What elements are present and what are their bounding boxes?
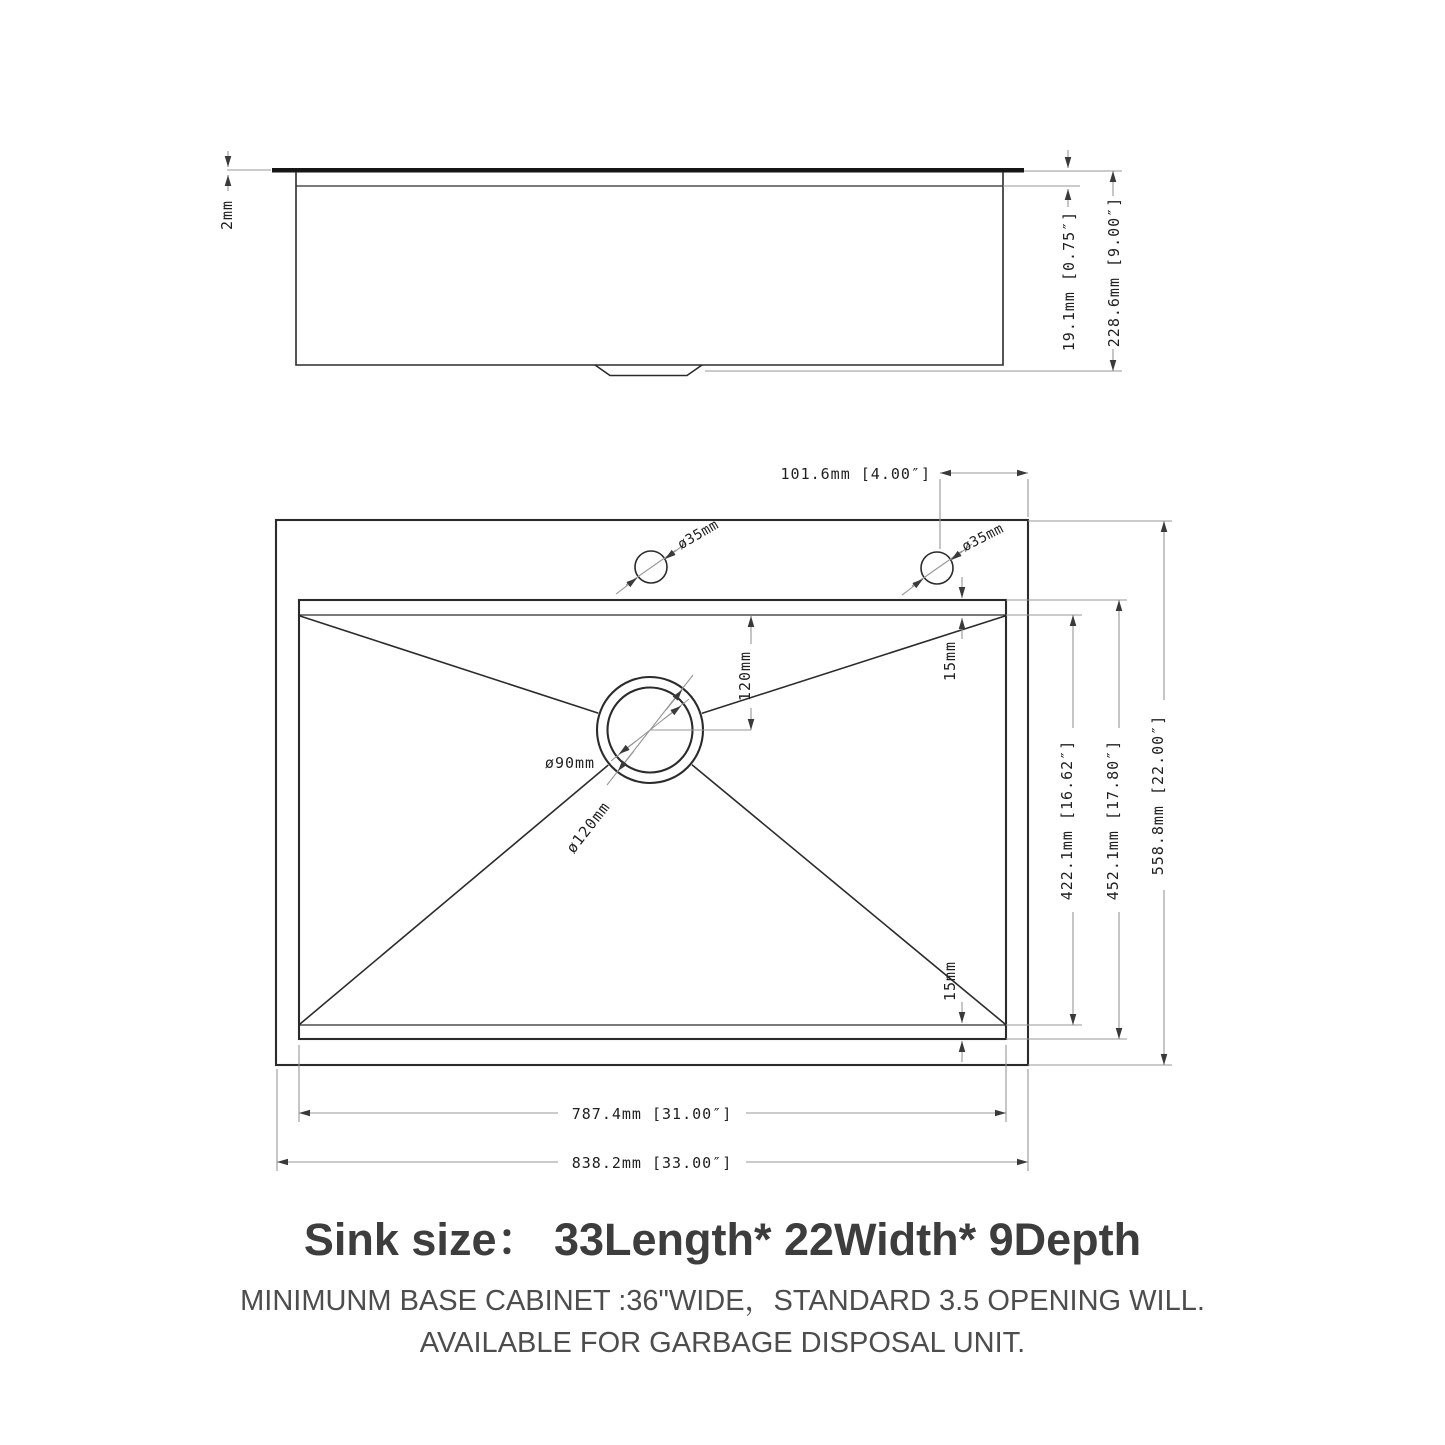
sink-outline (276, 520, 1028, 1065)
dim-label-group (1104, 740, 1122, 901)
dim-label: 101.6mm [4.00″] (780, 465, 931, 483)
basin-diagonal (300, 616, 650, 730)
dim-label-group (1105, 197, 1123, 347)
dim-label: 120mm (736, 650, 754, 702)
dim-label-group (1058, 740, 1076, 901)
dim-overall-height (1028, 521, 1172, 1065)
dim-label: 15mm (941, 960, 959, 1002)
dim-label: 15mm (941, 640, 959, 682)
dim-label-group (941, 641, 959, 681)
dim-ledge-top (941, 577, 962, 681)
dim-label-group (218, 200, 236, 230)
drain-outer-label: ø120mm (562, 798, 614, 857)
dim-label: 422.1mm [16.62″] (1058, 739, 1076, 901)
dim-basin-width (299, 1045, 1006, 1123)
dim-label: 228.6mm [9.00″] (1105, 196, 1123, 348)
hole-diameter-label: ø35mm (959, 520, 1007, 556)
caption-line-2: AVAILABLE FOR GARBAGE DISPOSAL UNIT. (419, 1326, 1026, 1359)
dim-label: 558.8mm [22.00″] (1149, 714, 1167, 876)
dim-label-group (1060, 211, 1078, 351)
dim-rim-thickness (218, 151, 271, 230)
top-view (276, 465, 1172, 1172)
side-view-rim (272, 168, 1024, 173)
dim-label: 2mm (218, 199, 236, 231)
side-view-body-outline (296, 172, 1003, 365)
drain-outer-label-group (563, 798, 614, 857)
leader-line (912, 551, 962, 586)
dim-label: 452.1mm [17.80″] (1104, 739, 1122, 901)
dim-ledge-bottom (941, 961, 962, 1062)
dim-label-group (941, 961, 959, 1001)
hole-diameter-label: ø35mm (675, 516, 722, 553)
hole-label-group (959, 521, 1006, 556)
dim-arrow (902, 579, 923, 595)
caption-line-1: MINIMUNM BASE CABINET :36"WIDE，STANDARD 3.5 OPENING WILL. (240, 1284, 1205, 1317)
dim-arrow (616, 578, 637, 594)
dim-label-group (736, 651, 754, 701)
side-view-drain-notch (595, 365, 702, 376)
basin-diagonal (300, 730, 650, 1024)
basin-outline (299, 600, 1006, 1039)
dim-label: 838.2mm [33.00″] (571, 1154, 733, 1172)
leader-line (626, 550, 676, 585)
dim-label: 787.4mm [31.00″] (571, 1105, 733, 1123)
dim-label-group (1149, 715, 1167, 876)
hole-right-leader (902, 521, 1006, 595)
dim-basin-inner-height (1006, 615, 1082, 1025)
hole-left-leader (616, 517, 722, 594)
dim-label: 19.1mm [0.75″] (1060, 210, 1078, 352)
drain-inner-label: ø90mm (544, 754, 596, 772)
side-view (218, 150, 1123, 376)
hole-label-group (675, 517, 722, 553)
sink-size-title: Sink size： 33Length* 22Width* 9Depth (303, 1214, 1142, 1265)
caption-block (0, 1214, 1445, 1364)
